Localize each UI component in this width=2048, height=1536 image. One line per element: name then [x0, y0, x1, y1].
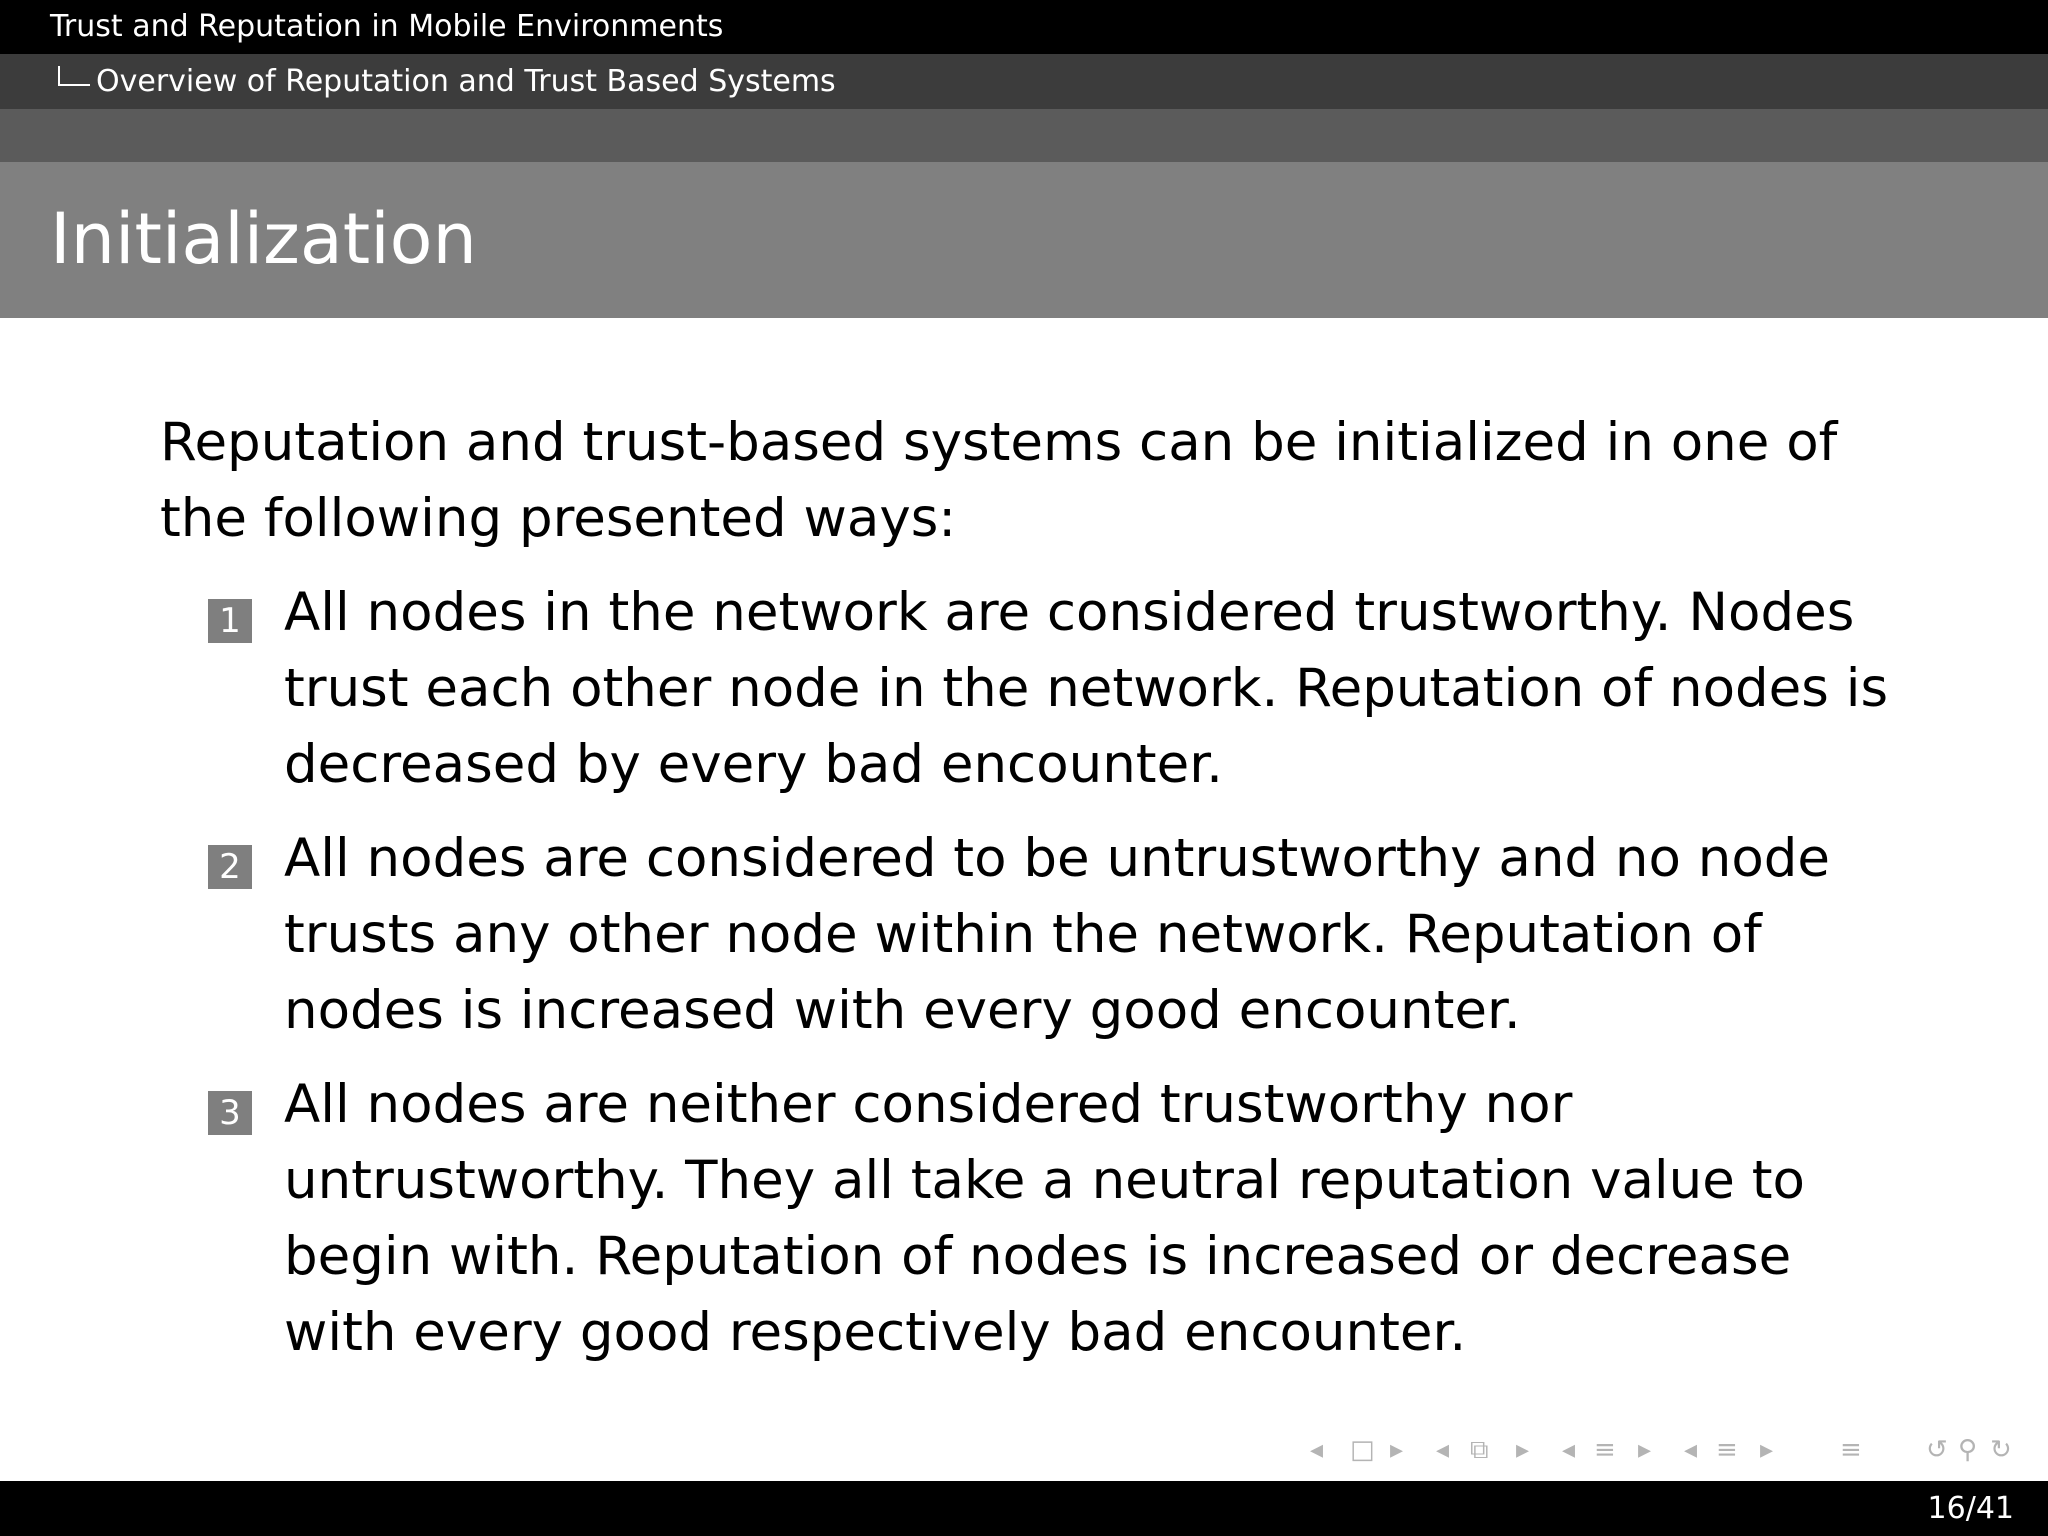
presentation-title: Trust and Reputation in Mobile Environments [50, 9, 724, 44]
nav-toc-icon[interactable]: ≡ [1840, 1435, 1862, 1465]
nav-subsection-icon[interactable]: ⧉ [1470, 1435, 1489, 1465]
nav-forward-icon[interactable]: ↻ [1990, 1435, 2012, 1465]
nav-prev-icon[interactable]: ◂ [1310, 1435, 1324, 1465]
nav-search-icon[interactable]: ⚲ [1958, 1435, 1978, 1465]
nav-prev-icon[interactable]: ◂ [1684, 1435, 1698, 1465]
nav-next-icon[interactable]: ▸ [1638, 1435, 1652, 1465]
list-item-text: All nodes are considered to be untrustworthy and no node trusts any other node within the network. Reputation of nodes is increased with every good encounter. [284, 828, 1831, 1041]
list-item-text: All nodes in the network are considered trustworthy. Nodes trust each other node in the network. Reputation of nodes is decreased by every bad encounter. [284, 582, 1889, 795]
presentation-header [0, 0, 2048, 54]
slide-title-bar [0, 162, 2048, 318]
page-number: 16/41 [1927, 1491, 2014, 1526]
list-item [160, 821, 1900, 1049]
list-item [160, 575, 1900, 803]
slide-body [160, 405, 1900, 1371]
nav-next-icon[interactable]: ▸ [1760, 1435, 1774, 1465]
section-header [0, 54, 2048, 109]
nav-prev-icon[interactable]: ◂ [1562, 1435, 1576, 1465]
nav-next-icon[interactable]: ▸ [1516, 1435, 1530, 1465]
nav-frame-icon[interactable]: □ [1350, 1435, 1375, 1465]
slide-footer [0, 1481, 2048, 1536]
breadcrumb-corner-icon [58, 66, 90, 86]
nav-section-icon[interactable]: ≡ [1716, 1435, 1738, 1465]
nav-section-icon[interactable]: ≡ [1594, 1435, 1616, 1465]
nav-next-icon[interactable]: ▸ [1390, 1435, 1404, 1465]
nav-back-icon[interactable]: ↺ [1926, 1435, 1948, 1465]
enumerated-list [160, 575, 1900, 1371]
beamer-navigation-bar [1310, 1432, 2040, 1468]
item-number-badge: 2 [208, 845, 252, 889]
nav-prev-icon[interactable]: ◂ [1436, 1435, 1450, 1465]
intro-text: Reputation and trust-based systems can be initialized in one of the following presented ways: [160, 412, 1838, 549]
item-number-badge: 3 [208, 1091, 252, 1135]
slide-title: Initialization [50, 198, 477, 280]
section-title: Overview of Reputation and Trust Based Systems [96, 64, 836, 99]
header-spacer-band [0, 109, 2048, 162]
list-item [160, 1067, 1900, 1371]
list-item-text: All nodes are neither considered trustworthy nor untrustworthy. They all take a neutral reputation value to begin with. Reputation of nodes is increased or decrease with every good respectively bad encounter. [284, 1074, 1805, 1363]
item-number-badge: 1 [208, 599, 252, 643]
